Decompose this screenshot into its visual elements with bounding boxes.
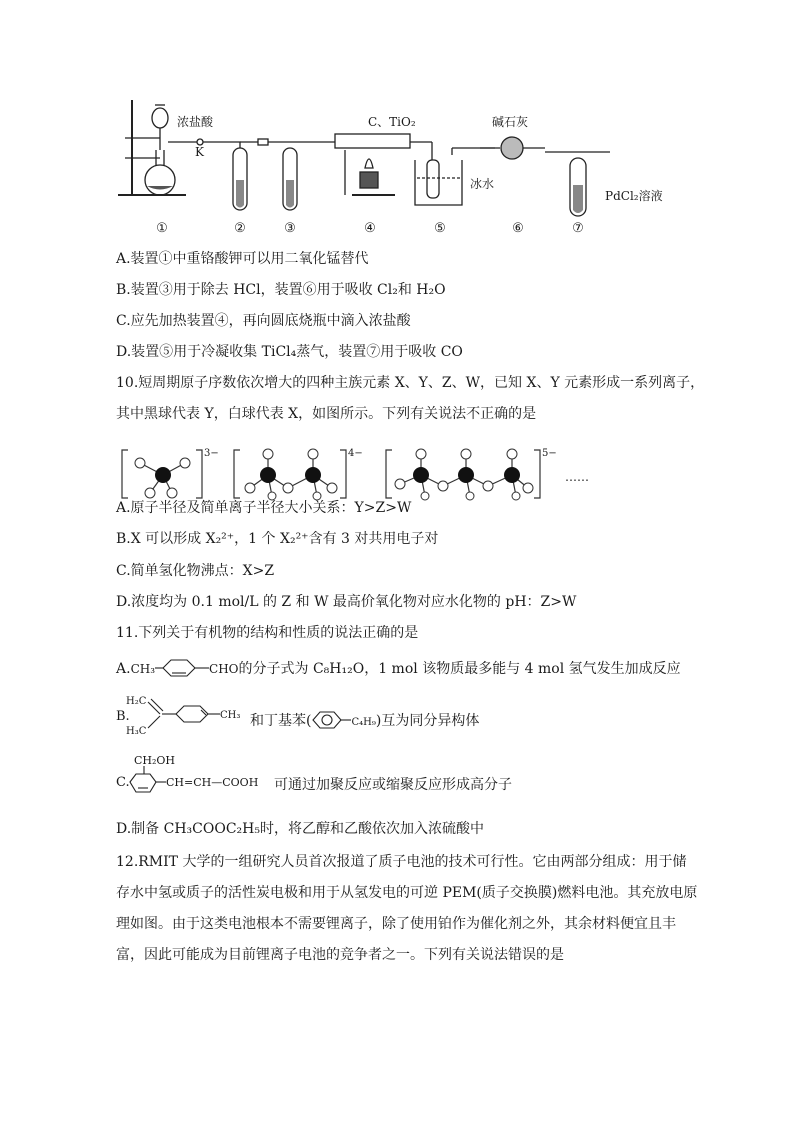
q9-option-b: B.装置③用于除去 HCl，装置⑥用于吸收 Cl₂和 H₂O — [116, 282, 446, 298]
option-letter: C. — [116, 775, 130, 790]
formula-ch3: CH₃ — [130, 662, 156, 676]
q9-option-d: D.装置⑤用于冷凝收集 TiCl₄蒸气，装置⑦用于吸收 CO — [116, 344, 463, 360]
q9-option-a: A.装置①中重铬酸钾可以用二氧化锰替代 — [116, 251, 369, 267]
formula-c4h9: C₄H₉ — [351, 717, 376, 728]
q12-line-1: 12.RMIT 大学的一组研究人员首次报道了质子电池的技术可行性。它由两部分组成：用于储 — [116, 854, 687, 870]
q11-option-b-text — [250, 710, 479, 732]
ion-charge: 4− — [348, 448, 363, 459]
device-number: ① — [156, 221, 168, 236]
device-6-drying-tube — [480, 137, 545, 159]
q11-b-text-part-1: 和丁基苯( — [250, 713, 312, 729]
q10-option-a: A.原子半径及简单离子半径大小关系：Y>Z>W — [116, 500, 412, 516]
ion-charge: 5− — [542, 448, 557, 459]
label-conc-hcl: 浓盐酸 — [177, 115, 214, 129]
label-pdcl2: PdCl₂溶液 — [605, 189, 663, 203]
device-number: ⑦ — [572, 221, 584, 236]
formula-side-chain: CH=CH—COOH — [166, 776, 259, 789]
device-2-wash-bottle — [233, 139, 290, 210]
device-3-wash-bottle — [283, 142, 410, 210]
ion-charge: 3− — [204, 448, 219, 459]
q11-b-text-part-2: )互为同分异构体 — [375, 713, 480, 729]
device-number: ④ — [364, 221, 376, 236]
option-letter: A. — [116, 661, 131, 677]
q11-b-structure — [116, 692, 241, 740]
formula-cho: CHO — [209, 662, 239, 676]
q11-option-a-text: 的分子式为 C₈H₁₂O，1 mol 该物质最多能与 4 mol 氢气发生加成反应 — [238, 661, 681, 677]
ion-series-ellipsis: …… — [565, 470, 589, 484]
label-soda-lime: 碱石灰 — [492, 115, 529, 129]
q12-line-2: 存水中氢或质子的活性炭电极和用于从氢发电的可逆 PEM(质子交换膜)燃料电池。其充放电原 — [116, 885, 698, 901]
option-letter: B. — [116, 709, 130, 724]
device-number: ⑤ — [434, 221, 446, 236]
q11-c-structure — [116, 752, 286, 804]
q11-option-c-text: 可通过加聚反应或缩聚反应形成高分子 — [274, 777, 512, 793]
device-7-absorber — [545, 152, 610, 216]
q11-option-d: D.制备 CH₃COOC₂H₅时，将乙醇和乙酸依次加入浓硫酸中 — [116, 821, 484, 837]
q10-stem-line-1: 10.短周期原子序数依次增大的四种主族元素 X、Y、Z、W，已知 X、Y 元素形成一系列离子， — [116, 375, 705, 391]
q12-line-3: 理如图。由于这类电池根本不需要锂离子，除了使用铂作为催化剂之外，其余材料便宜且丰 — [116, 916, 676, 932]
q10-option-d: D.浓度均为 0.1 mol/L 的 Z 和 W 最高价氧化物对应水化物的 pH：Z>W — [116, 594, 577, 610]
benzene-ring-icon — [311, 710, 351, 730]
label-reactants: C、TiO₂ — [368, 115, 416, 129]
formula-h2c: H₂C — [126, 696, 147, 707]
cyclohexene-ring-icon — [155, 658, 209, 678]
device-number: ③ — [284, 221, 296, 236]
formula-h3c: H₃C — [126, 726, 147, 737]
label-valve-k: K — [195, 145, 204, 159]
label-ice-water: 冰水 — [470, 177, 495, 191]
apparatus-diagram — [0, 0, 794, 240]
device-number: ⑥ — [512, 221, 524, 236]
q11-option-a — [116, 658, 681, 678]
formula-ch2oh: CH₂OH — [134, 754, 176, 767]
q10-option-c: C.简单氢化物沸点：X>Z — [116, 563, 275, 579]
q9-option-c: C.应先加热装置④，再向圆底烧瓶中滴入浓盐酸 — [116, 313, 411, 329]
device-4-reaction-tube — [335, 134, 432, 195]
q10-option-b: B.X 可以形成 X₂²⁺，1 个 X₂²⁺含有 3 对共用电子对 — [116, 531, 439, 547]
q11-stem: 11.下列关于有机物的结构和性质的说法正确的是 — [116, 625, 419, 641]
q12-line-4: 富，因此可能成为目前锂离子电池的竞争者之一。下列有关说法错误的是 — [116, 947, 564, 963]
device-number: ② — [234, 221, 246, 236]
q10-stem-line-2: 其中黑球代表 Y，白球代表 X，如图所示。下列有关说法不正确的是 — [116, 406, 537, 422]
formula-ch3: CH₃ — [220, 710, 241, 721]
